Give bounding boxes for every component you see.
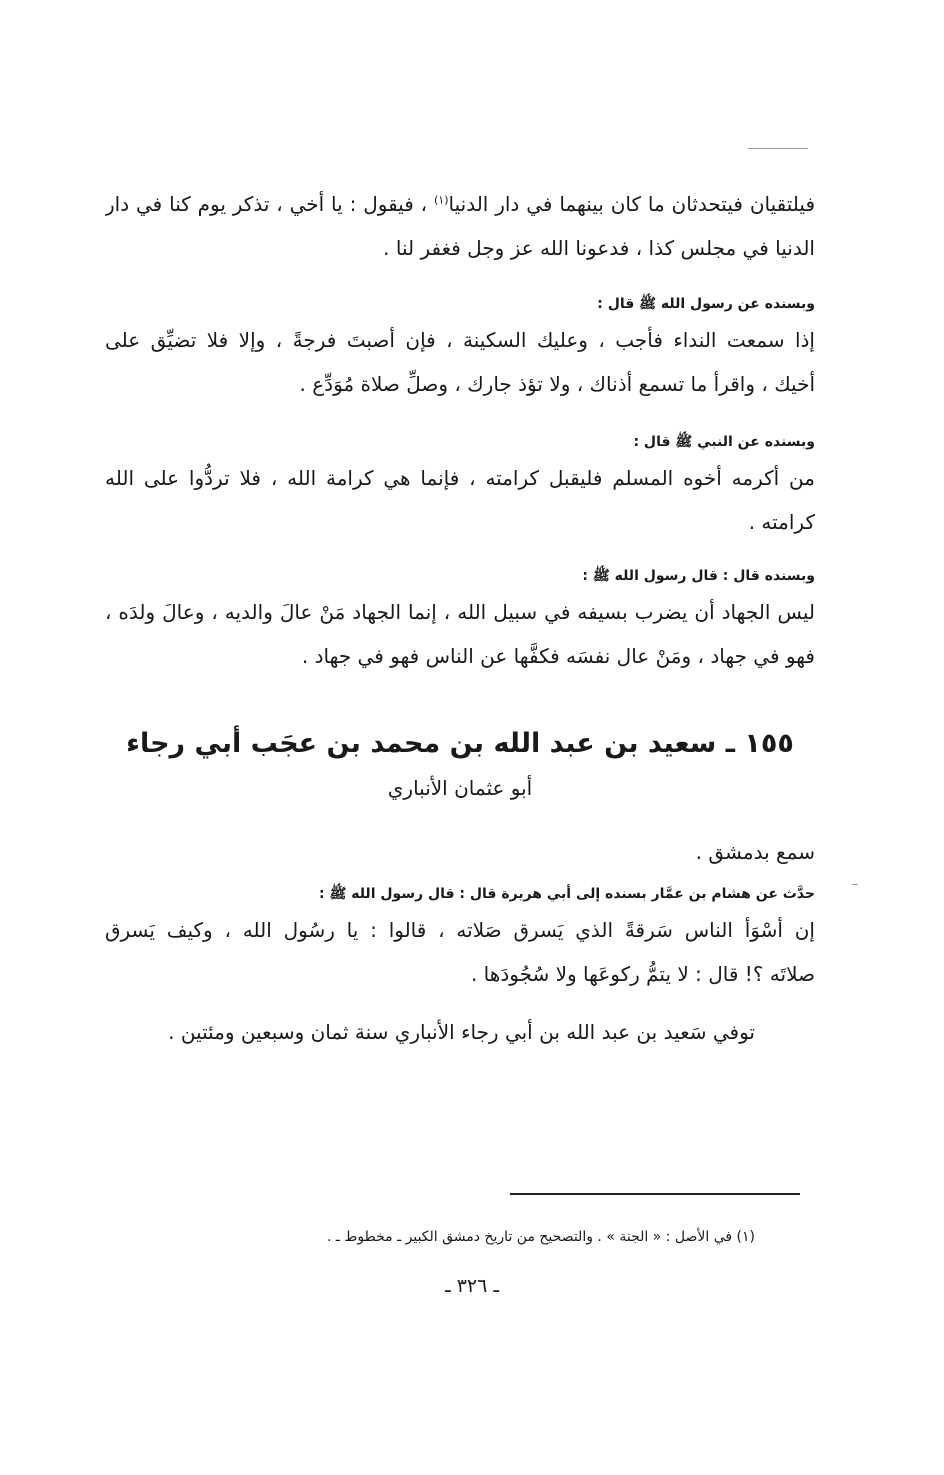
entry-heard — [105, 830, 815, 874]
hadith-1 — [105, 290, 815, 406]
text-line: صلاتَه ؟! قال : لا يتمُّ ركوعَها ولا سُجُودَها . — [470, 962, 815, 986]
text-line: فهو في جهاد ، ومَنْ عال نفسَه فكفَّها عن الناس فهو في جهاد . — [301, 644, 815, 668]
isnad-intro: وبسنده عن النبي ﷺ قال : — [633, 434, 815, 450]
text-line: من أكرمه أخوه المسلم فليقبل كرامته ، فإنما هي كرامة الله ، فلا تردُّوا على الله — [105, 466, 815, 490]
isnad-intro: وبسنده عن رسول الله ﷺ قال : — [597, 296, 815, 312]
death-note — [105, 1010, 755, 1054]
text-line: سمع بدمشق . — [695, 840, 815, 864]
footnote: (١) في الأصل : « الجنة » . والتصحيح من تاريخ دمشق الكبير ـ مخطوط ـ . — [326, 1229, 755, 1245]
footnote-ref: (١) — [433, 193, 449, 207]
hadith-3 — [105, 562, 815, 678]
isnad-intro: وبسنده قال : قال رسول الله ﷺ : — [582, 568, 815, 584]
text-line: توفي سَعيد بن عبد الله بن أبي رجاء الأنباري سنة ثمان وسبعين ومئتين . — [168, 1020, 755, 1044]
passage-1 — [105, 182, 815, 270]
entry-subtitle: أبو عثمان الأنباري — [387, 776, 533, 800]
scan-speck — [852, 884, 858, 885]
page-number: ـ ٣٢٦ ـ — [445, 1275, 499, 1297]
entry-title: ١٥٥ ـ سعيد بن عبد الله بن محمد بن عجَب أبي رجاء — [126, 728, 794, 759]
text-line: ليس الجهاد أن يضرب بسيفه في سبيل الله ، إنما الجهاد مَنْ عالَ والديه ، وعالَ ولدَه ، — [105, 600, 815, 624]
text-line: فيلتقيان فيتحدثان ما كان بينهما في دار الدنيا$^{(١)}$ ، فيقول : يا أخي ، تذكر يوم كنا في دار — [105, 192, 815, 216]
scan-speck — [748, 148, 808, 149]
isnad-intro: حدَّث عن هشام بن عمَّار بسنده إلى أبي هريرة قال : قال رسول الله ﷺ : — [318, 886, 815, 902]
hadith-4 — [105, 880, 815, 996]
hadith-2 — [105, 428, 815, 544]
text-line: كرامته . — [748, 510, 815, 534]
text-line: الدنيا في مجلس كذا ، فدعونا الله عز وجل فغفر لنا . — [383, 236, 815, 260]
text-line: أخيك ، واقرأ ما تسمع أذناك ، ولا تؤذ جارك ، وصلِّ صلاة مُوَدِّع . — [299, 372, 815, 396]
text-line: إذا سمعت النداء فأجب ، وعليك السكينة ، فإن أصبتَ فرجةً ، وإلا فلا تضيِّق على — [105, 328, 815, 352]
text-line: إن أسْوَأ الناس سَرقةً الذي يَسرق صَلاته ، قالوا : يا رسُول الله ، وكيف يَسرق — [105, 918, 815, 942]
footnote-rule — [510, 1193, 800, 1195]
